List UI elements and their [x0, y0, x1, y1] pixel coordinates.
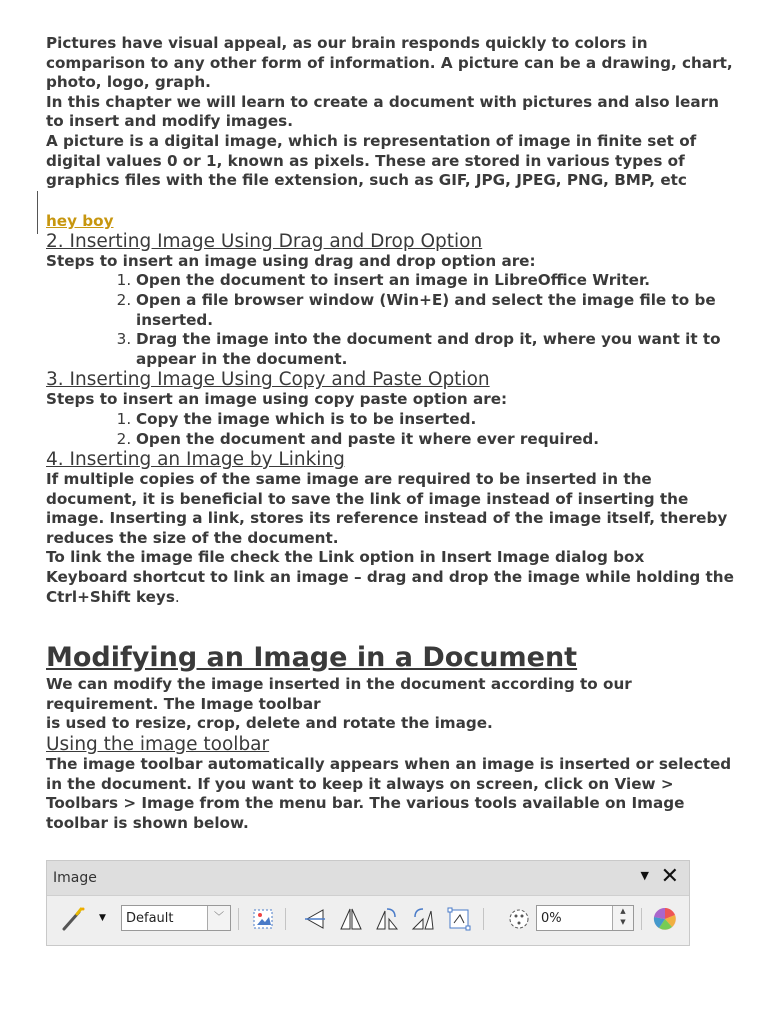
- transparency-icon: [505, 905, 533, 933]
- spin-arrows-icon[interactable]: ▲ ▼: [612, 906, 633, 930]
- section-4-paragraph-1: If multiple copies of the same image are required to be inserted in the document, it is beneficial to save the link of image instead of inserting the image. Inserting a link, stores its reference instead of the image itself, thereby reduces the size of the document.: [46, 470, 728, 547]
- list-item: 3. Drag the image into the document and drop it, where you want it to appear in the document.: [136, 330, 736, 369]
- separator: [285, 908, 286, 930]
- intro-paragraph-3: A picture is a digital image, which is representation of image in finite set of digital values 0 or 1, known as pixels. These are stored in various types of graphics files with the file extension, such as GIF, JPG, JPEG, PNG, BMP, etc: [46, 131, 697, 190]
- separator: [641, 908, 642, 930]
- intro-paragraph-1: Pictures have visual appeal, as our brain responds quickly to colors in comparison to any other form of information. A picture can be a drawing, chart, photo, logo, graph.: [46, 34, 733, 92]
- section-2-steps: [46, 271, 736, 369]
- section-2-heading: 2. Inserting Image Using Drag and Drop Option: [46, 230, 483, 252]
- image-mode-select[interactable]: [121, 905, 231, 931]
- list-item: 2. Open a file browser window (Win+E) and select the image file to be inserted.: [136, 291, 736, 330]
- list-item: 2. Open the document and paste it where ever required.: [136, 430, 736, 450]
- modify-heading: Modifying an Image in a Document: [46, 642, 578, 674]
- rotate-right-icon[interactable]: [409, 905, 437, 933]
- chevron-down-icon[interactable]: ﹀: [207, 906, 230, 930]
- section-4-heading: 4. Inserting an Image by Linking: [46, 449, 345, 471]
- section-3-heading: 3. Inserting Image Using Copy and Paste Option: [46, 369, 490, 391]
- list-item: 1. Copy the image which is to be inserted.: [136, 410, 736, 430]
- separator: [483, 908, 484, 930]
- intro-paragraph-2: In this chapter we will learn to create a document with pictures and also learn to insert and modify images.: [46, 92, 719, 131]
- flip-horizontal-icon[interactable]: [337, 905, 365, 933]
- document-page: [46, 34, 736, 833]
- toolbar-menu-icon[interactable]: ▼: [640, 869, 649, 882]
- filter-dropdown-icon[interactable]: ▼: [99, 913, 106, 923]
- toolbar-title: Image: [53, 870, 97, 886]
- hyperlink-note[interactable]: hey boy: [46, 211, 114, 230]
- toolbar-titlebar: [47, 861, 689, 896]
- section-4-paragraph-3-text: Keyboard shortcut to link an image – drag and drop the image while holding the Ctrl+Shift keys: [46, 568, 734, 606]
- text-cursor: [37, 191, 38, 234]
- crop-icon[interactable]: [249, 905, 277, 933]
- list-item: 1. Open the document to insert an image in LibreOffice Writer.: [136, 271, 736, 291]
- toolbar-body: [47, 896, 689, 945]
- modify-paragraph-1: We can modify the image inserted in the document according to our requirement. The Image toolbar: [46, 675, 632, 713]
- transparency-spinbox[interactable]: [536, 905, 634, 931]
- rotate-left-icon[interactable]: [373, 905, 401, 933]
- modify-paragraph-2: is used to resize, crop, delete and rotate the image.: [46, 714, 493, 733]
- close-icon[interactable]: ✕: [660, 864, 679, 889]
- separator: [238, 908, 239, 930]
- flip-vertical-icon[interactable]: [301, 905, 329, 933]
- transform-icon[interactable]: [445, 905, 473, 933]
- color-icon[interactable]: [651, 905, 679, 933]
- filter-icon[interactable]: [59, 905, 87, 933]
- modify-paragraph-3: The image toolbar automatically appears when an image is inserted or selected in the document. If you want to keep it always on screen, click on View > Toolbars > Image from the menu bar. The various tools available on Image toolbar is shown below.: [46, 755, 732, 832]
- section-3-steps: [46, 410, 736, 449]
- section-3-intro: Steps to insert an image using copy paste option are:: [46, 390, 508, 409]
- transparency-value: 0%: [541, 911, 562, 926]
- image-mode-value: Default: [126, 911, 174, 926]
- section-4-paragraph-3: [46, 568, 736, 607]
- section-4-paragraph-3-period: .: [174, 587, 180, 606]
- image-toolbar: [46, 860, 690, 946]
- section-4-paragraph-2: To link the image file check the Link option in Insert Image dialog box: [46, 548, 645, 567]
- modify-subheading: Using the image toolbar: [46, 734, 270, 756]
- section-2-intro: Steps to insert an image using drag and drop option are:: [46, 251, 536, 270]
